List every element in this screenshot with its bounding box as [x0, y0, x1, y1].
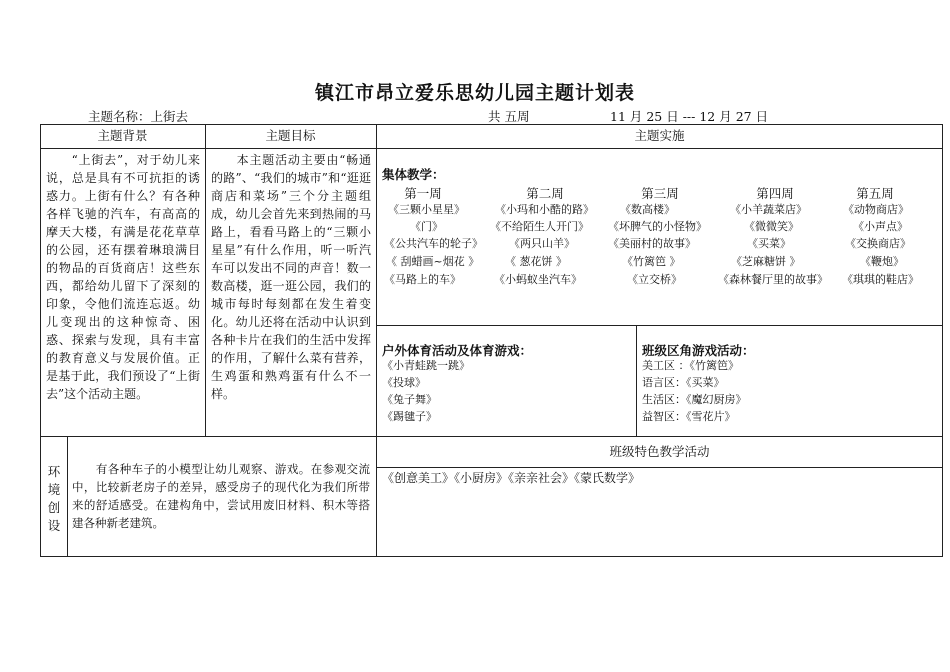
- week-2-lesson: 《小蚂蚁坐汽车》: [494, 273, 582, 286]
- outdoor-label: 户外体育活动及体育游戏：: [382, 343, 533, 358]
- week-2-lesson: 《 葱花饼 》: [505, 255, 567, 268]
- outdoor-item: 《投球》: [382, 376, 426, 389]
- week-4-lesson: 《芝麻糖饼 》: [731, 255, 801, 268]
- col-divider-1: [205, 124, 206, 436]
- week-4-lesson: 《森林餐厅里的故事》: [718, 273, 828, 286]
- environment-text: 有各种车子的小模型让幼儿观察、游戏。在参观交流中，比较新老房子的差异，感受房子的现代化为我们所带来的舒适感受。在建构角中，尝试用废旧材料、积木等搭建各种新老建筑。: [72, 462, 370, 530]
- date-range: 11 月 25 日 --- 12 月 27 日: [610, 109, 769, 124]
- goals-text: 本主题活动主要由“畅通的路”、“我们的城市”和“逛逛商店和菜场”三个分主题组成，幼儿会首先来到热闹的马路上，看看马路上的“三颗小星星”有什么作用，听一听汽车可以发出不同的声音！数一数高楼，逛一逛公园，我们的城市每时每刻都在发生着变化。幼儿还将在活动中认识到各种卡片在我们的生活中发挥的作用，了解什么菜有营养，生鸡蛋和熟鸡蛋有什么不一样。: [211, 153, 371, 401]
- corner-list: [642, 357, 747, 425]
- week-1-header: 第一周: [404, 186, 442, 201]
- week-3-lesson: 《立交桥》: [627, 273, 682, 286]
- page-title: 镇江市昂立爱乐思幼儿园主题计划表: [314, 82, 635, 104]
- outdoor-list: [382, 357, 470, 425]
- background-text: “上街去”，对于幼儿来说，总是具有不可抗拒的诱惑力。上街有什么？有各种各样飞驰的汽车，有高高的摩天大楼，有满是花花草草的公园，还有摆着琳琅满目的物品的百货商店！这些东西，都给幼儿留下了深刻的印象，令他们流连忘返。幼儿变现出的这种惊奇、困惑、探索与发现，具有丰富的教育意义与发展价值。正是基于此，我们预设了“上街去”这个活动主题。: [46, 153, 200, 401]
- environment-label: 环境创设: [47, 464, 61, 533]
- week-1-lesson: 《 刮蜡画~烟花 》: [386, 255, 480, 268]
- header-implementation: 主题实施: [634, 128, 685, 143]
- week-5-lesson: 《小声点》: [853, 220, 908, 233]
- week-2-header: 第二周: [526, 186, 564, 201]
- week-1-lesson: 《马路上的车》: [384, 273, 461, 286]
- week-1-lesson: 《三颗小星星》: [388, 203, 465, 216]
- week-5-lesson: 《动物商店》: [843, 203, 909, 216]
- week-4-header: 第四周: [756, 186, 794, 201]
- corner-item: 益智区：《雪花片》: [642, 410, 736, 423]
- env-label-divider: [67, 436, 68, 557]
- teaching-divider: [376, 325, 943, 326]
- week-3-lesson: 《美丽村的故事》: [608, 237, 696, 250]
- featured-label: 班级特色教学活动: [609, 444, 710, 459]
- corner-label: 班级区角游戏活动：: [642, 343, 755, 358]
- week-3-lesson: 《竹篱笆 》: [622, 255, 681, 268]
- duration: 共 五周: [488, 109, 530, 124]
- outdoor-item: 《兔子舞》: [382, 393, 437, 406]
- week-3-lesson: 《数高楼》: [620, 203, 675, 216]
- week-3-header: 第三周: [641, 186, 679, 201]
- featured-items: 《创意美工》《小厨房》《亲亲社会》《蒙氏数学》: [382, 471, 641, 485]
- week-5-lesson: 《交换商店》: [845, 237, 911, 250]
- outdoor-item: 《踢毽子》: [382, 410, 437, 423]
- theme-name: 主题名称：上街去: [88, 109, 189, 124]
- corner-item: 生活区：《魔幻厨房》: [642, 393, 747, 406]
- week-4-lesson: 《微微笑》: [744, 220, 799, 233]
- week-3-lesson: 《坏脾气的小怪物》: [608, 220, 707, 233]
- week-1-lesson: 《公共汽车的轮子》: [384, 237, 483, 250]
- activities-divider: [636, 325, 637, 436]
- week-1-lesson: 《门》: [410, 220, 443, 233]
- week-2-lesson: 《两只山羊》: [509, 237, 575, 250]
- row-divider: [40, 436, 943, 437]
- header-goals: 主题目标: [265, 128, 316, 143]
- corner-item: 语言区：《买菜》: [642, 376, 725, 389]
- outdoor-item: 《小青蛙跳一跳》: [382, 359, 470, 372]
- week-5-lesson: 《鞭炮》: [860, 255, 904, 268]
- week-5-lesson: 《琪琪的鞋店》: [842, 273, 919, 286]
- featured-divider: [376, 467, 943, 468]
- week-2-lesson: 《不给陌生人开门》: [490, 220, 589, 233]
- header-divider: [40, 148, 943, 149]
- week-5-header: 第五周: [856, 186, 894, 201]
- header-background: 主题背景: [97, 128, 148, 143]
- group-teaching-label: 集体教学：: [382, 167, 445, 182]
- week-4-lesson: 《买菜》: [747, 237, 791, 250]
- week-2-lesson: 《小玛和小酷的路》: [495, 203, 594, 216]
- corner-item: 美工区 ：《竹篱笆》: [642, 359, 739, 372]
- week-4-lesson: 《小羊蔬菜店》: [730, 203, 807, 216]
